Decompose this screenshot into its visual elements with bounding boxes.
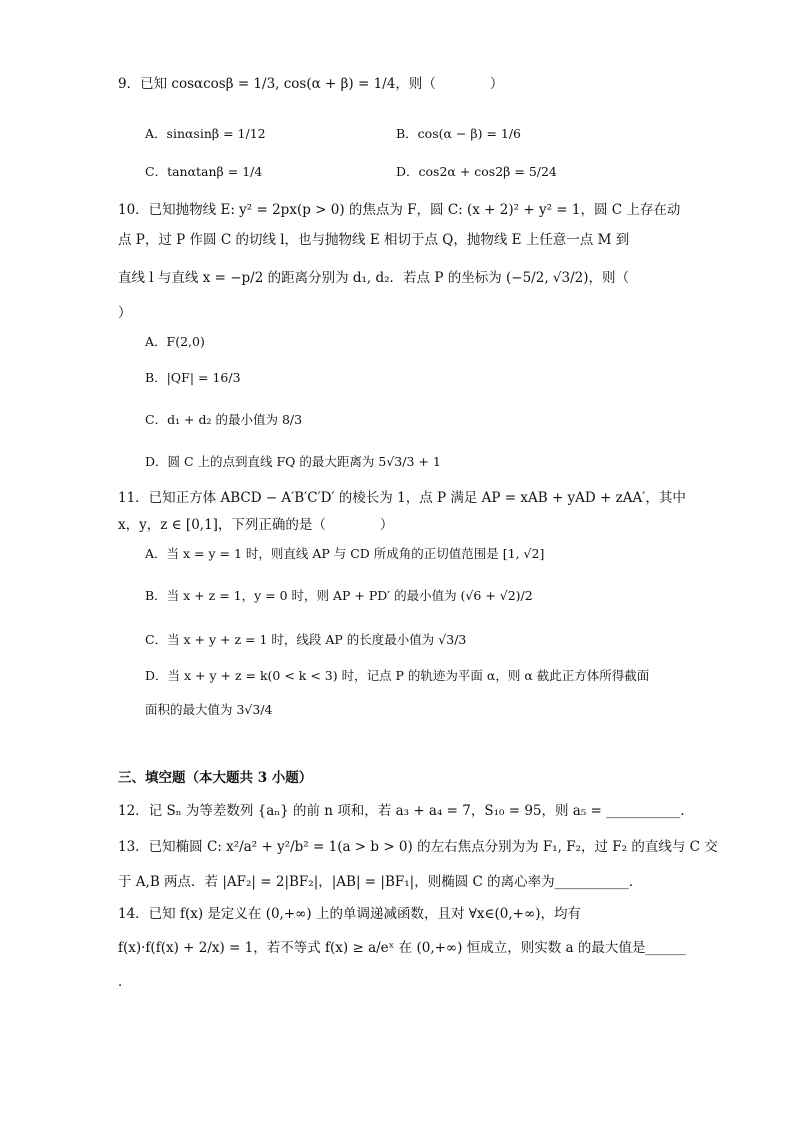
q9-option-c: C．tanαtanβ = 1/4 <box>145 164 263 179</box>
question-10-line-1: 10．已知抛物线 E: y² = 2px(p > 0) 的焦点为 F，圆 C: (x + 2)² + y² = 1，圆 C 上存在动 <box>118 202 681 218</box>
question-11-line-1: 11．已知正方体 ABCD − A′B′C′D′ 的棱长为 1，点 P 满足 AP = xAB + yAD + zAA′，其中 <box>118 490 686 506</box>
question-10-line-2: 点 P，过 P 作圆 C 的切线 l，也与抛物线 E 相切于点 Q，抛物线 E 上任意一点 M 到 <box>118 232 630 248</box>
q11-option-c: C．当 x + y + z = 1 时，线段 AP 的长度最小值为 √3/3 <box>145 632 467 647</box>
q11-option-b: B．当 x + z = 1，y = 0 时，则 AP + PD′ 的最小值为 (√6 + √2)/2 <box>145 588 533 603</box>
q10-option-a: A．F(2,0) <box>145 334 205 349</box>
q11-option-a: A．当 x = y = 1 时，则直线 AP 与 CD 所成角的正切值范围是 [1, √2] <box>145 546 545 561</box>
question-11-line-2: x，y，z ∈ [0,1]，下列正确的是（ ） <box>118 517 394 533</box>
q11-option-d-line-1: D．当 x + y + z = k(0 < k < 3) 时，记点 P 的轨迹为平面 α，则 α 截此正方体所得截面 <box>145 668 650 683</box>
q10-option-c: C．d₁ + d₂ 的最小值为 8/3 <box>145 412 303 427</box>
question-13-line-2: 于 A,B 两点．若 |AF₂| = 2|BF₂|，|AB| = |BF₁|，则椭圆 C 的离心率为___________． <box>118 874 643 890</box>
q10-option-b: B．|QF| = 16/3 <box>145 370 241 385</box>
question-9: 9．已知 cosαcosβ = 1/3, cos(α + β) = 1/4，则（ ） <box>118 76 504 92</box>
q9-option-b: B．cos(α − β) = 1/6 <box>396 126 522 141</box>
q11-option-d-line-2: 面积的最大值为 3√3/4 <box>145 702 273 717</box>
question-10-line-3: 直线 l 与直线 x = −p/2 的距离分别为 d₁, d₂．若点 P 的坐标为 (−5/2, √3/2)，则（ <box>118 270 630 286</box>
question-14-line-1: 14．已知 f(x) 是定义在 (0,+∞) 上的单调递减函数，且对 ∀x∈(0,+∞)，均有 <box>118 906 581 922</box>
section-heading: 三、填空题（本大题共 3 小题） <box>118 770 313 786</box>
q9-option-a: A．sinαsinβ = 1/12 <box>145 126 266 141</box>
question-13-line-1: 13．已知椭圆 C: x²/a² + y²/b² = 1(a > b > 0) 的左右焦点分别为为 F₁, F₂，过 F₂ 的直线与 C 交 <box>118 839 718 855</box>
q9-option-d: D．cos2α + cos2β = 5/24 <box>396 164 557 179</box>
q10-option-d: D．圆 C 上的点到直线 FQ 的最大距离为 5√3/3 + 1 <box>145 454 441 469</box>
question-10-line-4: ） <box>118 305 132 321</box>
question-14-line-2: f(x)·f(f(x) + 2/x) = 1，若不等式 f(x) ≥ a/eˣ 在 (0,+∞) 恒成立，则实数 a 的最大值是______ <box>118 940 686 956</box>
question-14-line-3: ． <box>118 974 132 990</box>
question-12: 12．记 Sₙ 为等差数列 {aₙ} 的前 n 项和，若 a₃ + a₄ = 7，S₁₀ = 95，则 a₅ = ___________． <box>118 803 694 819</box>
